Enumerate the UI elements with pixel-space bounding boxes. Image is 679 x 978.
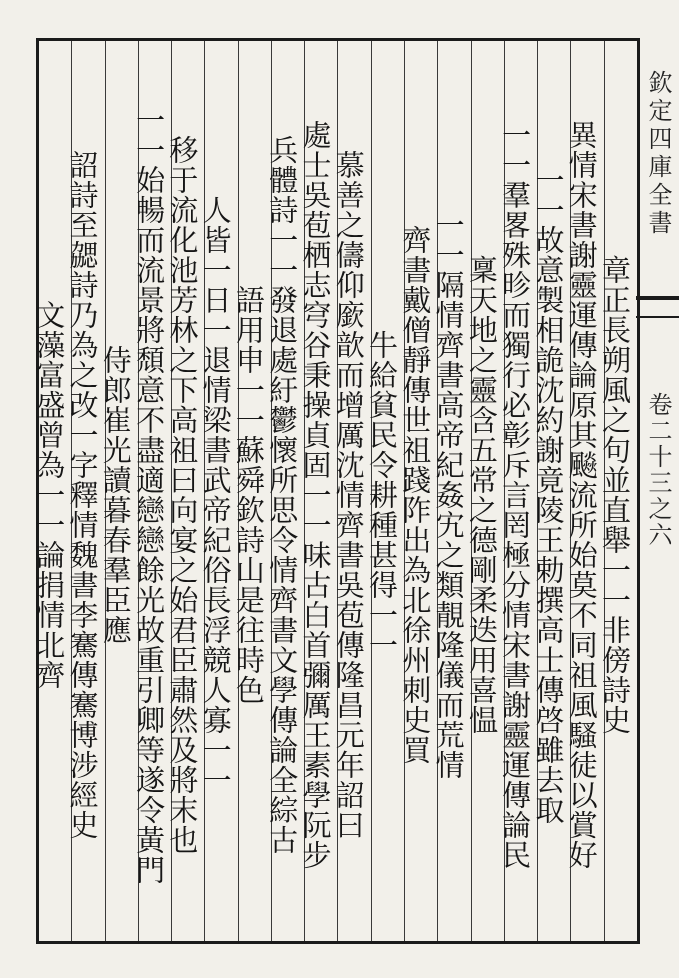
text-column (265, 41, 304, 941)
column-text: 章正長朔風之句並直舉一一非傍詩史 (598, 255, 632, 735)
column-text: 兵體詩一一發退處紆鬱懷所思令情齊書文學傳論全綜古 (265, 135, 300, 855)
column-text: 移于流化池芳林之下高祖曰向宴之始君臣肅然及將末也 (165, 135, 200, 855)
column-text: 人皆一日一退情梁書武帝紀俗長浮競人寡一一 (198, 195, 233, 795)
text-column (132, 41, 171, 941)
text-column (231, 41, 271, 941)
text-column (431, 41, 470, 941)
text-column (198, 41, 237, 941)
text-column (165, 41, 204, 941)
margin-volume-number: 卷二十三之六 (644, 392, 672, 548)
text-column (98, 41, 138, 941)
text-column (32, 41, 71, 941)
text-column (365, 41, 404, 941)
text-column (65, 41, 104, 941)
text-column (531, 41, 570, 941)
text-column (464, 41, 504, 941)
column-text: 齊書戴僧靜傳世祖踐阼出為北徐州刺史買 (398, 225, 433, 765)
column-text: 稟天地之靈含五常之德剛柔迭用喜愠 (464, 255, 499, 735)
text-columns (32, 41, 637, 941)
text-column (398, 41, 437, 941)
column-text: 一一羣畧殊昣而獨行必彰斥言罔極分情宋書謝靈運傳論民 (498, 120, 533, 870)
column-text: 一一隔情齊書高帝紀姦宄之類靚隆儀而荒情 (431, 210, 466, 780)
fishtail-marker (636, 296, 679, 318)
text-column (598, 41, 637, 941)
column-text: 牛給貧民令耕種甚得一一 (365, 330, 400, 660)
column-text: 慕善之儔仰廞歆而增厲沈情齊書吳苞傳隆昌元年詔曰 (331, 150, 366, 840)
text-column (498, 41, 537, 941)
column-text: 侍郎崔光讀暮春羣臣應 (98, 345, 133, 645)
column-text: 異情宋書謝靈運傳論原其飈流所始莫不同祖風騷徒以賞好 (564, 120, 599, 870)
text-column (564, 41, 603, 941)
margin-book-title: 欽定四庫全書 (644, 70, 672, 238)
column-text: 一一故意製相詭沈約謝竟陵王勅撰高士傳啓雖去取 (531, 165, 566, 825)
column-text: 一一始暢而流景將頹意不盡適戀戀餘光故重引卿等遂令黃門 (132, 105, 167, 885)
column-text: 詔詩至勰詩乃為之改一字釋情魏書李騫傳騫博涉經史 (65, 150, 100, 840)
text-column (331, 41, 370, 941)
column-text: 語用申一一蘇舜欽詩山是往時色 (231, 285, 266, 705)
column-text: 文藻富盛曾為一一論捐情北齊 (32, 300, 67, 690)
text-column (298, 41, 337, 941)
column-text: 處士吳苞栖志穹谷秉操貞固一一味古白首彌厲王素學阮步 (298, 120, 333, 870)
